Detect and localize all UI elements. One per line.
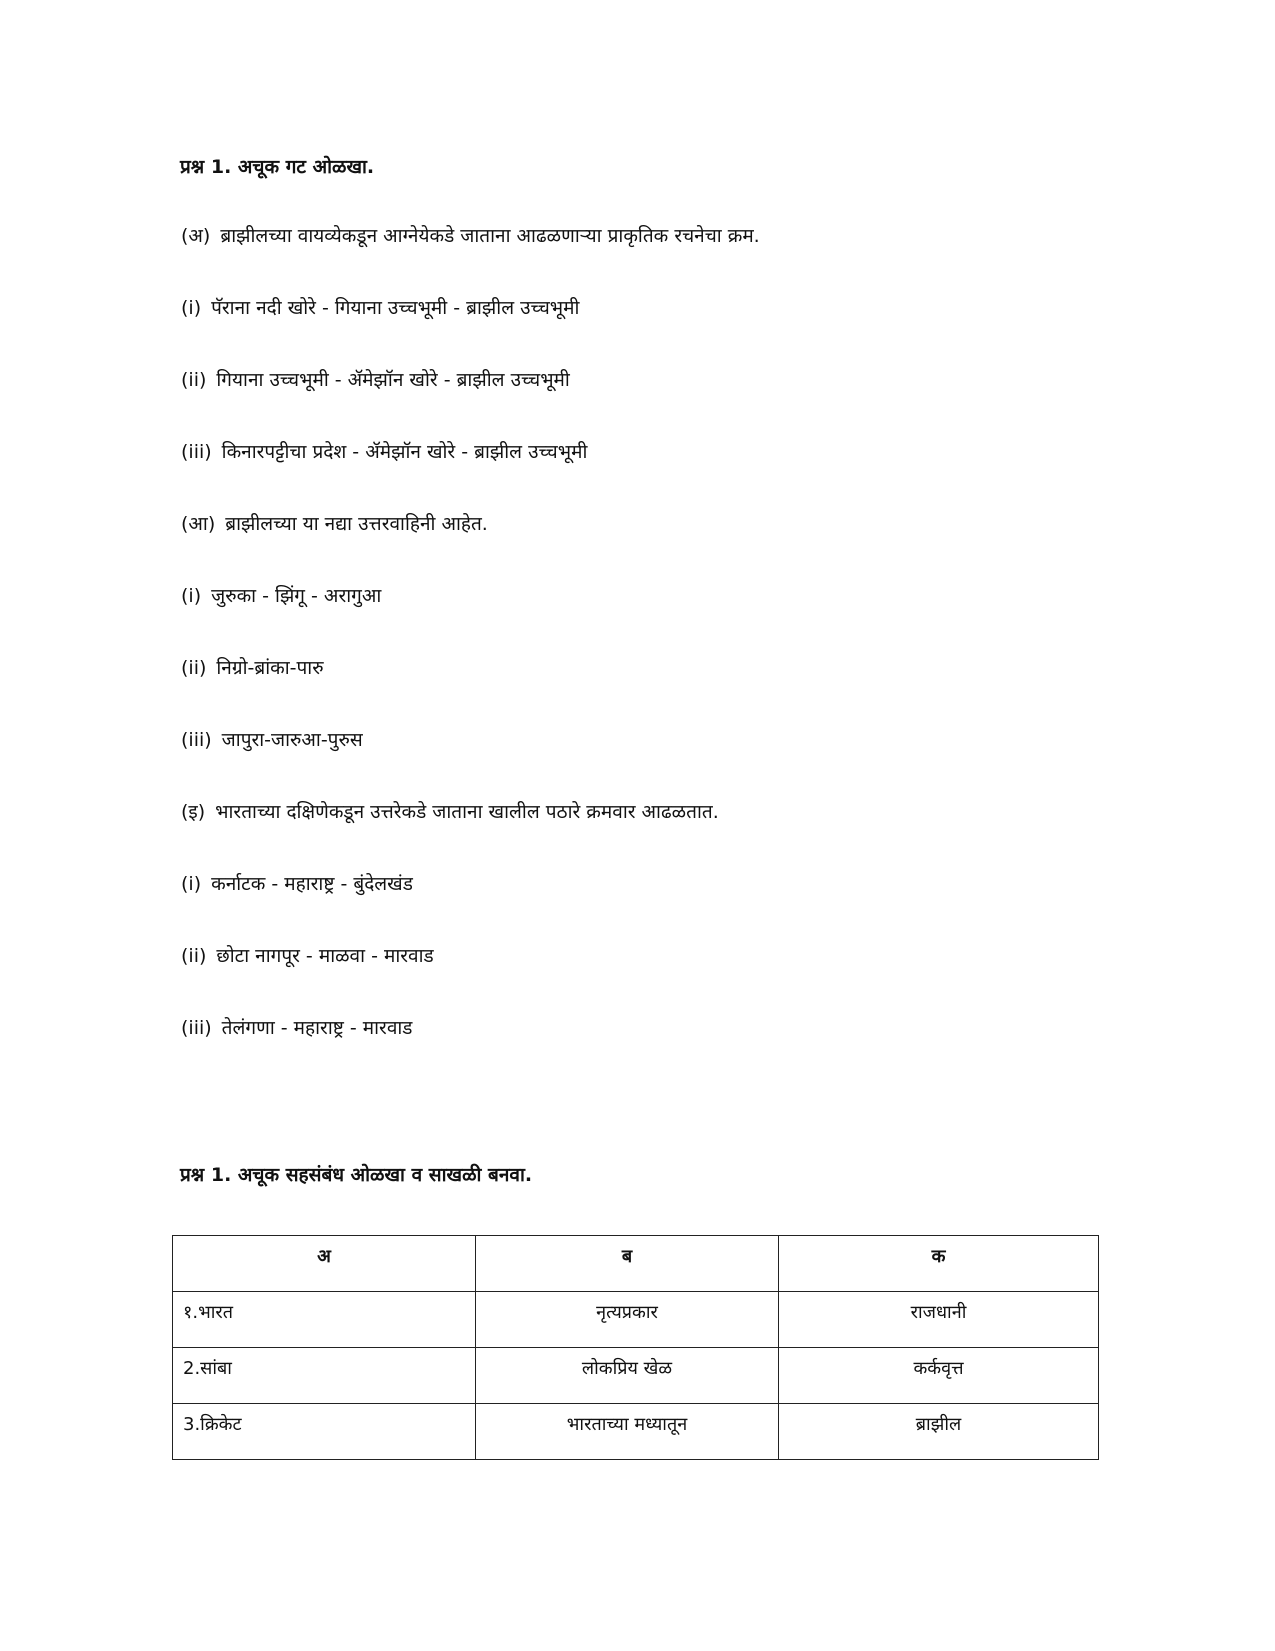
table-row: [173, 1348, 1099, 1404]
item-number: (i): [181, 297, 202, 319]
item-text: छोटा नागपूर - माळवा - मारवाड: [216, 945, 434, 967]
item-text: कर्नाटक - महाराष्ट्र - बुंदेलखंड: [211, 873, 413, 895]
question-i-line: [181, 800, 719, 824]
item-text: तेलंगणा - महाराष्ट्र - मारवाड: [221, 1017, 413, 1039]
item-text: ब्राझीलच्या या नद्या उत्तरवाहिनी आहेत.: [225, 513, 488, 535]
table-cell: लोकप्रिय खेळ: [476, 1348, 779, 1404]
item-text: पॅराना नदी खोरे - गियाना उच्चभूमी - ब्राझील उच्चभूमी: [211, 297, 580, 319]
item-number: (आ): [181, 513, 216, 535]
option-line: [181, 728, 363, 752]
question-aa-line: [181, 512, 488, 536]
table-row: [173, 1404, 1099, 1460]
option-line: [181, 296, 579, 320]
option-line: [181, 368, 570, 392]
item-number: (iii): [181, 729, 212, 751]
column-header-b: ब: [476, 1236, 779, 1292]
option-line: [181, 1016, 412, 1040]
column-header-k: क: [779, 1236, 1099, 1292]
item-text: गियाना उच्चभूमी - ॲमेझॉन खोरे - ब्राझील उच्चभूमी: [216, 369, 570, 391]
question-a-line: [181, 224, 760, 248]
item-number: (ii): [181, 657, 207, 679]
item-text: ब्राझीलच्या वायव्येकडून आग्नेयेकडे जाताना आढळणाऱ्या प्राकृतिक रचनेचा क्रम.: [220, 225, 760, 247]
table-row: [173, 1292, 1099, 1348]
item-number: (iii): [181, 1017, 212, 1039]
option-line: [181, 440, 587, 464]
question-1-heading: प्रश्न 1. अचूक गट ओळखा.: [180, 156, 375, 178]
option-line: [181, 944, 434, 968]
item-number: (ii): [181, 369, 207, 391]
item-text: जापुरा-जारुआ-पुरुस: [221, 729, 363, 751]
item-text: निग्रो-ब्रांका-पारु: [216, 657, 324, 679]
table-header-row: [173, 1236, 1099, 1292]
question-2-heading: प्रश्न 1. अचूक सहसंबंध ओळखा व साखळी बनवा.: [180, 1164, 533, 1186]
option-line: [181, 656, 324, 680]
table-cell: १.भारत: [173, 1292, 476, 1348]
item-number: (iii): [181, 441, 212, 463]
table-cell: ब्राझील: [779, 1404, 1099, 1460]
item-number: (अ): [181, 225, 211, 247]
table-cell: कर्कवृत्त: [779, 1348, 1099, 1404]
item-number: (i): [181, 873, 202, 895]
item-text: भारताच्या दक्षिणेकडून उत्तरेकडे जाताना खालील पठारे क्रमवार आढळतात.: [215, 801, 719, 823]
matching-table: [172, 1235, 1099, 1460]
table-cell: नृत्यप्रकार: [476, 1292, 779, 1348]
item-text: जुरुका - झिंगू - अरागुआ: [211, 585, 382, 607]
option-line: [181, 872, 413, 896]
table-cell: भारताच्या मध्यातून: [476, 1404, 779, 1460]
column-header-a: अ: [173, 1236, 476, 1292]
table-cell: 2.सांबा: [173, 1348, 476, 1404]
option-line: [181, 584, 381, 608]
item-number: (ii): [181, 945, 207, 967]
table-cell: राजधानी: [779, 1292, 1099, 1348]
item-text: किनारपट्टीचा प्रदेश - ॲमेझॉन खोरे - ब्राझील उच्चभूमी: [221, 441, 588, 463]
item-number: (i): [181, 585, 202, 607]
item-number: (इ): [181, 801, 206, 823]
table-cell: 3.क्रिकेट: [173, 1404, 476, 1460]
